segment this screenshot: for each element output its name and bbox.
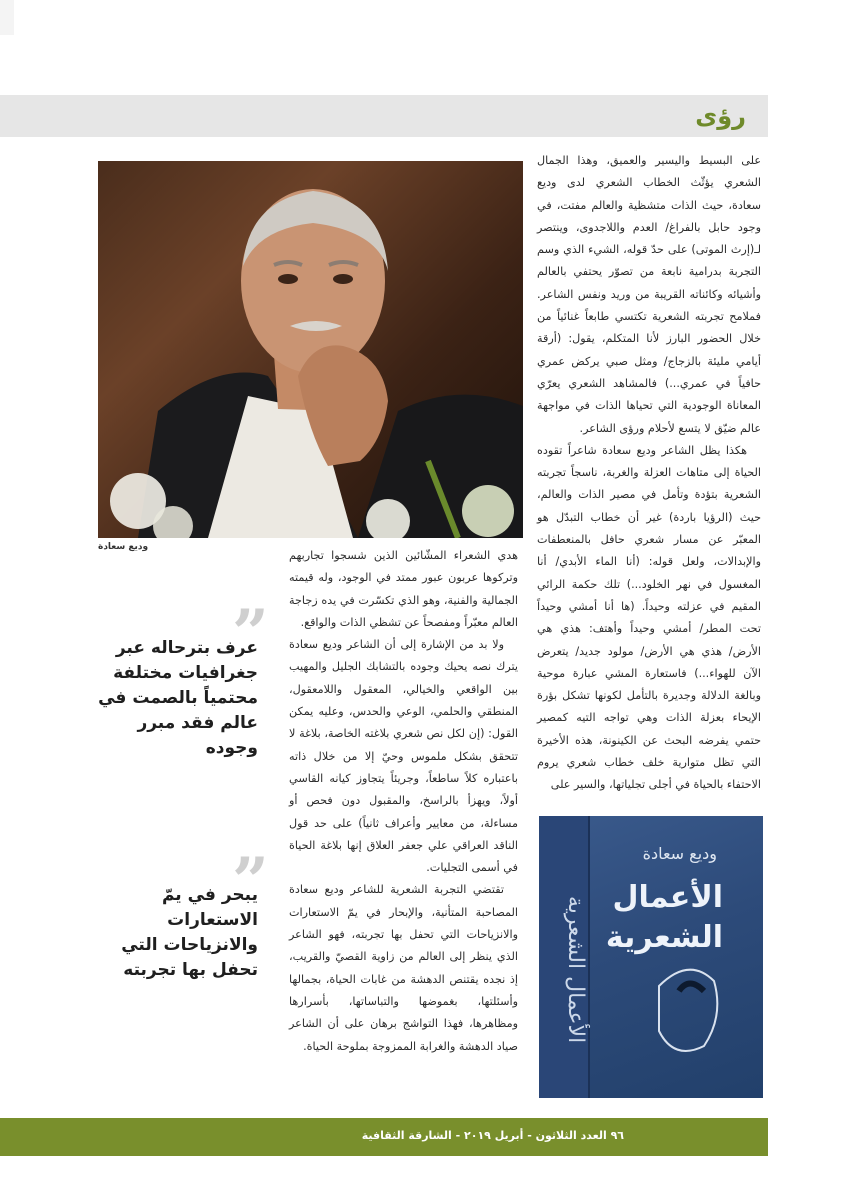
section-title: رؤى [695,102,746,130]
corner-mark [0,0,14,35]
book-spine-title: الأعمال الشعرية [563,896,588,1044]
middle-paragraph-1: هدي الشعراء المشّائين الذين شسجوا تجاربهم وتركوها عربون عبور ممتد في الوجود، وله قيمته الجمالية والفنية، وهو الذي تكسّرت في يده زجاجة العالم معبّراً ومفصحاً عن تشظي الذات والواقع. [289,549,518,629]
pullquote-1: عرف بترحاله عبر جغرافيات مختلفة محتمياً بالصمت في عالم فقد مبرر وجوده [98,638,258,758]
right-paragraph-2: هكذا يظل الشاعر وديع سعادة شاعراً تقوده الحياة إلى متاهات العزلة والغربة، ناسجاً تجربته الشعرية بتؤدة وتأمل في مصير الذات والعالم، حيث (الرؤيا باردة) غير أن خطاب التبدّل هو المعبّر عن مسار شعري حافل بالمنعطفات والإبدالات، ولعل قوله: (أنا الماء الأبدي/ أنا المغسول في نهر الخلود...) تلك حكمة الرائي المقيم في عزلته وحيداً. (ها أنا أمشي وحيداً تحت المطر/ أمشي وحيداً وأهتف: هذي هي الأرض/ هذي هي الأرض/ مولود جديد/ يتعرض الآن للهواء...) فاستعارة المشي عبارة موحية وبالغة الدلالة وجديرة بالتأمل لكونها تشكل بؤرة الإيحاء بعزلة الذات وهي تواجه التيه كمصير حتمي يفرضه البحث عن الكينونة، هذه الأخيرة التي تظل متوارية خلف خطاب شعري يروم الاحتفاء بالحياة في أجلى تجلياتها، والسير على [537,443,761,792]
footer-text: ٩٦ العدد الثلاثون - أبريل ٢٠١٩ - الشارقة الثقافية [361,1129,624,1142]
right-paragraph-1: على البسيط واليسير والعميق، وهذا الجمال الشعري يؤثّث الخطاب الشعري لدى وديع سعادة، حيث الذات متشظية والعالم مفتت، في وجود حابل بالفراغ/ العدم واللاجدوى، وينتصر لـ(إرث الموتى) على حدّ قوله، الشيء الذي وسم التجربة بدرامية نابعة من تصوّر يحتفي بالعالم وأشيائه وكائناته القريبة من وريد ونفس الشاعر. فملامح تجربته الشعرية تكتسي طابعاً غنائياً من خلال الحضور البارز لأنا المتكلم، يقول: (أرقة أيامي مليئة بالزجاج/ ومثل صبي يركض عمري حافياً في عمري...) فالمشاهد الشعري يعرّي المعاناة الوجودية التي تحياها الذات في مواجهة عالم ضيّق لا يتسع لأحلام ورؤى الشاعر. [537,154,761,435]
poet-portrait-photo [98,161,523,538]
portrait-illustration [98,161,523,538]
flower-4 [462,485,514,537]
left-eye [278,274,298,284]
book-title: الأعمال الشعرية [605,880,723,955]
book-author: وديع سعادة [642,844,717,863]
right-eye [333,274,353,284]
middle-paragraph-2: ولا بد من الإشارة إلى أن الشاعر وديع سعادة يترك نصه يحيك وجوده بالتشابك الجليل والمهيب بين الواقعي والخيالي، المعقول واللامعقول، المنطقي والحلمي، الوعي والحدس، وعليه يمكن القول: (إن لكل نص شعري بلاغته الخاصة، بلاغة لا تتحقق بشكل ملموس وحيّ إلا من خلال ذاته باعتباره كلاً ساطعاً، وجريئاً يتجاوز كيانه القاسي أولاً، ويهزأ بالراسخ، والمقبول دون فحص أو مساءلة، من معايير وأعراف ثانياً) على حد قول الناقد العراقي علي جعفر العلاق إنها بلاغة الحياة في أسمى التجليات. [289,638,518,875]
top-margin [0,0,847,95]
middle-paragraph-3: تقتضي التجربة الشعرية للشاعر وديع سعادة المصاحبة المتأنية، والإبحار في يمّ الاستعارات والانزياحات التي تحفل بها تجربته، فهو الشاعر الذي ينظر إلى العالم من زاوية القصيّ والقريب، إذ نجده يقتنص الدهشة من غابات الحياة، بجمالها وأسئلتها، بغموضها والتباساتها، بأسرارها ومظاهرها، فهذا التواشج برهان على أن الشاعر صياد الدهشة والغرابة الممزوجة بملوحة الحياة. [289,883,518,1053]
quote-mark-icon: ” [232,844,269,919]
right-text-column [537,150,761,797]
photo-caption: وديع سعادة [98,542,149,552]
quote-mark-icon: ” [232,596,269,671]
cover-sketch-dark [679,984,704,992]
book-cover-image [539,816,763,1098]
middle-text-column [289,545,518,1058]
pullquote-2: يبحر في يمّ الاستعارات والانزياحات التي تحفل بها تجربته [121,885,258,980]
section-header-band [0,95,768,137]
